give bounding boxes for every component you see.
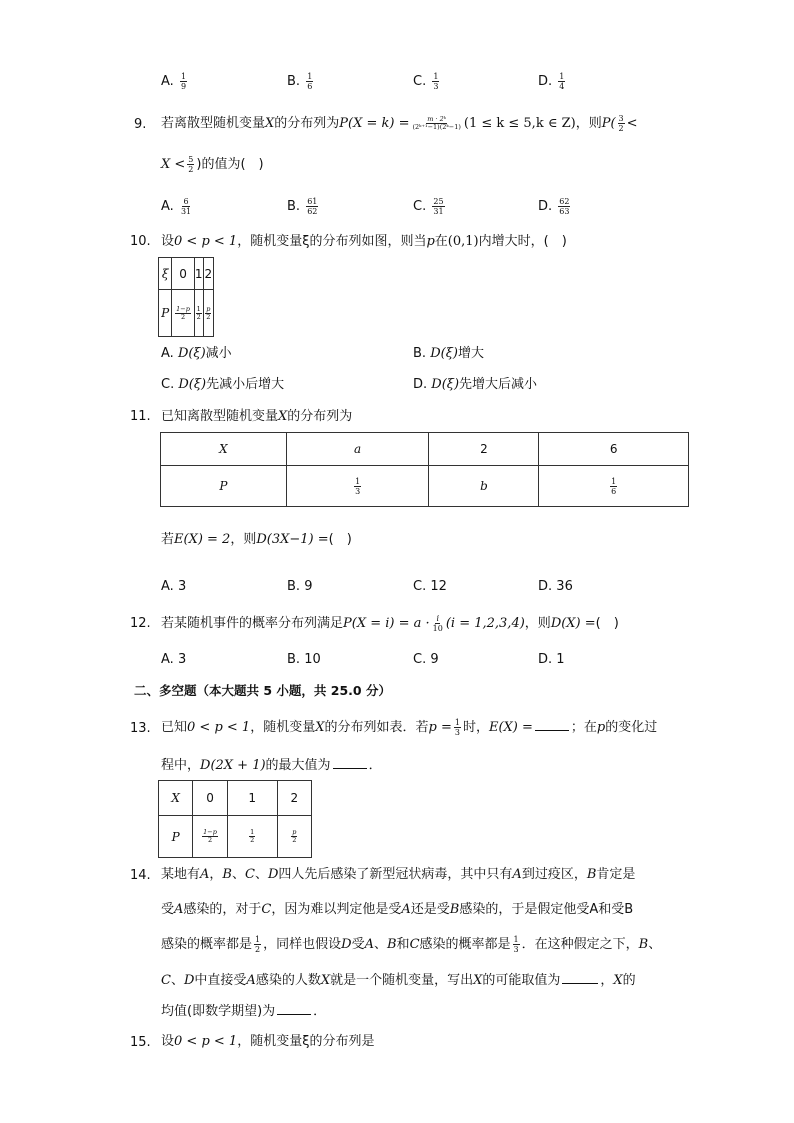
fraction: $\frac{6}{31}$ [180, 197, 192, 216]
q9-stem-line1: 若离散型随机变量X的分布列为P(X = k) = $\frac{\text{m · 2ᵏ}}{\text{(2ᵏ⁺¹−1)(2ᵏ−1)}}$ (1 ≤ k ≤ 5,k ∈ Z)，则P( $\frac{3}{2}$ < [161, 114, 638, 133]
fraction: $\frac{5}{2}$ [188, 155, 194, 174]
table-row: P $\frac{1}{3}$ b $\frac{1}{6}$ [161, 466, 689, 507]
fraction: $\frac{1}{3}$ [355, 476, 361, 496]
q13-stem-line1: 已知0 < p < 1，随机变量X的分布列如表．若p = $\frac{1}{3}$ 时，E(X) = ；在p的变化过 [161, 718, 658, 737]
q11-option-b: B. 9 [287, 579, 313, 594]
q10-option-a: A. D(ξ)减小 [161, 346, 232, 361]
q11-option-c: C. 12 [413, 579, 447, 594]
q9-option-a: A. $\frac{6}{31}$ [161, 197, 192, 216]
q11-condition: 若E(X) = 2，则D(3X−1) =( ) [161, 532, 352, 547]
fraction: $\frac{1}{2}$ [255, 935, 261, 954]
answer-blank[interactable] [277, 1002, 311, 1015]
q12-stem: 若某随机事件的概率分布列满足P(X = i) = a · $\frac{i}{10}$ (i = 1,2,3,4)，则D(X) =( ) [161, 614, 619, 633]
table-row: ξ 0 1 2 [159, 258, 214, 290]
q14-line3: 感染的概率都是 $\frac{1}{2}$ ，同样也假设D受A、B和C感染的概率都是 $\frac{1}{3}$ ．在这种假定之下，B、 [161, 935, 662, 954]
answer-blank[interactable] [333, 756, 367, 769]
table-row: X a 2 6 [161, 433, 689, 466]
q8-option-a: A. $\frac{1}{9}$ [161, 72, 187, 91]
q11-option-a: A. 3 [161, 579, 187, 594]
q10-distribution-table [158, 257, 214, 337]
fraction: $\frac{1}{6}$ [307, 72, 313, 91]
table-row: X 0 1 2 [159, 781, 312, 816]
q12-option-d: D. 1 [538, 652, 565, 667]
q9-option-c: C. $\frac{25}{31}$ [413, 197, 444, 216]
fraction: $\frac{1}{3}$ [513, 935, 519, 954]
fraction: $\frac{i}{10}$ [432, 614, 443, 633]
q13-number: 13. [130, 721, 151, 736]
q8-option-b: B. $\frac{1}{6}$ [287, 72, 313, 91]
fraction: $\frac{3}{2}$ [618, 114, 624, 133]
fraction: $\frac{1}{6}$ [611, 476, 617, 496]
answer-blank[interactable] [562, 971, 598, 984]
q13-distribution-table [158, 780, 312, 858]
fraction: $\frac{p}{2}$ [206, 304, 211, 321]
q8-option-c: C. $\frac{1}{3}$ [413, 72, 439, 91]
q15-number: 15. [130, 1035, 151, 1050]
q11-distribution-table [160, 432, 689, 507]
fraction: $\frac{61}{62}$ [307, 197, 318, 216]
fraction: $\frac{1}{2}$ [196, 304, 201, 321]
q9-option-b: B. $\frac{61}{62}$ [287, 197, 318, 216]
q9-number: 9. [134, 117, 147, 132]
q8-option-d: D. $\frac{1}{4}$ [538, 72, 565, 91]
q12-option-b: B. 10 [287, 652, 321, 667]
fraction: $\frac{25}{31}$ [433, 197, 444, 216]
fraction: $\frac{1}{2}$ [250, 828, 255, 844]
q10-stem: 设0 < p < 1，随机变量ξ的分布列如图，则当p在(0,1)内增大时，( ) [161, 234, 567, 249]
fraction: $\frac{1-p}{2}$ [176, 304, 190, 321]
q11-stem: 已知离散型随机变量X的分布列为 [161, 409, 353, 424]
q11-option-d: D. 36 [538, 579, 573, 594]
q10-option-d: D. D(ξ)先增大后减小 [413, 377, 538, 392]
q10-option-b: B. D(ξ)增大 [413, 346, 484, 361]
table-row: P $\frac{1-p}{2}$ $\frac{1}{2}$ $\frac{p}{2}$ [159, 816, 312, 858]
table-row: P $\frac{1-p}{2}$ $\frac{1}{2}$ $\frac{p}{2}$ [159, 290, 214, 337]
q14-line4: C、D中直接受A感染的人数X就是一个随机变量，写出X的可能取值为 ，X的 [161, 973, 636, 988]
q13-stem-line2: 程中，D(2X + 1)的最大值为 ． [161, 758, 382, 773]
fraction: $\frac{1}{3}$ [433, 72, 439, 91]
fraction: $\frac{62}{63}$ [559, 197, 570, 216]
answer-blank[interactable] [535, 718, 569, 731]
q11-number: 11. [130, 409, 151, 424]
fraction: $\frac{1}{9}$ [180, 72, 187, 91]
fraction: $\frac{1}{4}$ [559, 72, 565, 91]
q14-line2: 受A感染的，对于C，因为难以判定他是受A还是受B感染的，于是假定他受A和受B [161, 902, 634, 917]
q12-number: 12. [130, 616, 151, 631]
q10-option-c: C. D(ξ)先减小后增大 [161, 377, 285, 392]
q9-option-d: D. $\frac{62}{63}$ [538, 197, 570, 216]
q14-line1: 某地有A，B、C、D四人先后感染了新型冠状病毒，其中只有A到过疫区，B肯定是 [161, 867, 636, 882]
fraction: $\frac{\text{m · 2ᵏ}}{\text{(2ᵏ⁺¹−1)(2ᵏ−1)}}$ [412, 115, 461, 131]
q14-number: 14. [130, 868, 151, 883]
fraction: $\frac{1}{3}$ [454, 718, 460, 737]
q9-stem-line2: X < $\frac{5}{2}$ )的值为( ) [161, 155, 264, 174]
q12-option-c: C. 9 [413, 652, 439, 667]
fraction: $\frac{1-p}{2}$ [203, 828, 217, 844]
q12-option-a: A. 3 [161, 652, 187, 667]
q10-number: 10. [130, 234, 151, 249]
section-heading: 二、多空题（本大题共 5 小题，共 25.0 分） [134, 683, 391, 698]
q14-line5: 均值(即数学期望)为 ． [161, 1004, 327, 1019]
q15-stem: 设0 < p < 1，随机变量ξ的分布列是 [161, 1034, 375, 1049]
fraction: $\frac{p}{2}$ [292, 828, 297, 844]
